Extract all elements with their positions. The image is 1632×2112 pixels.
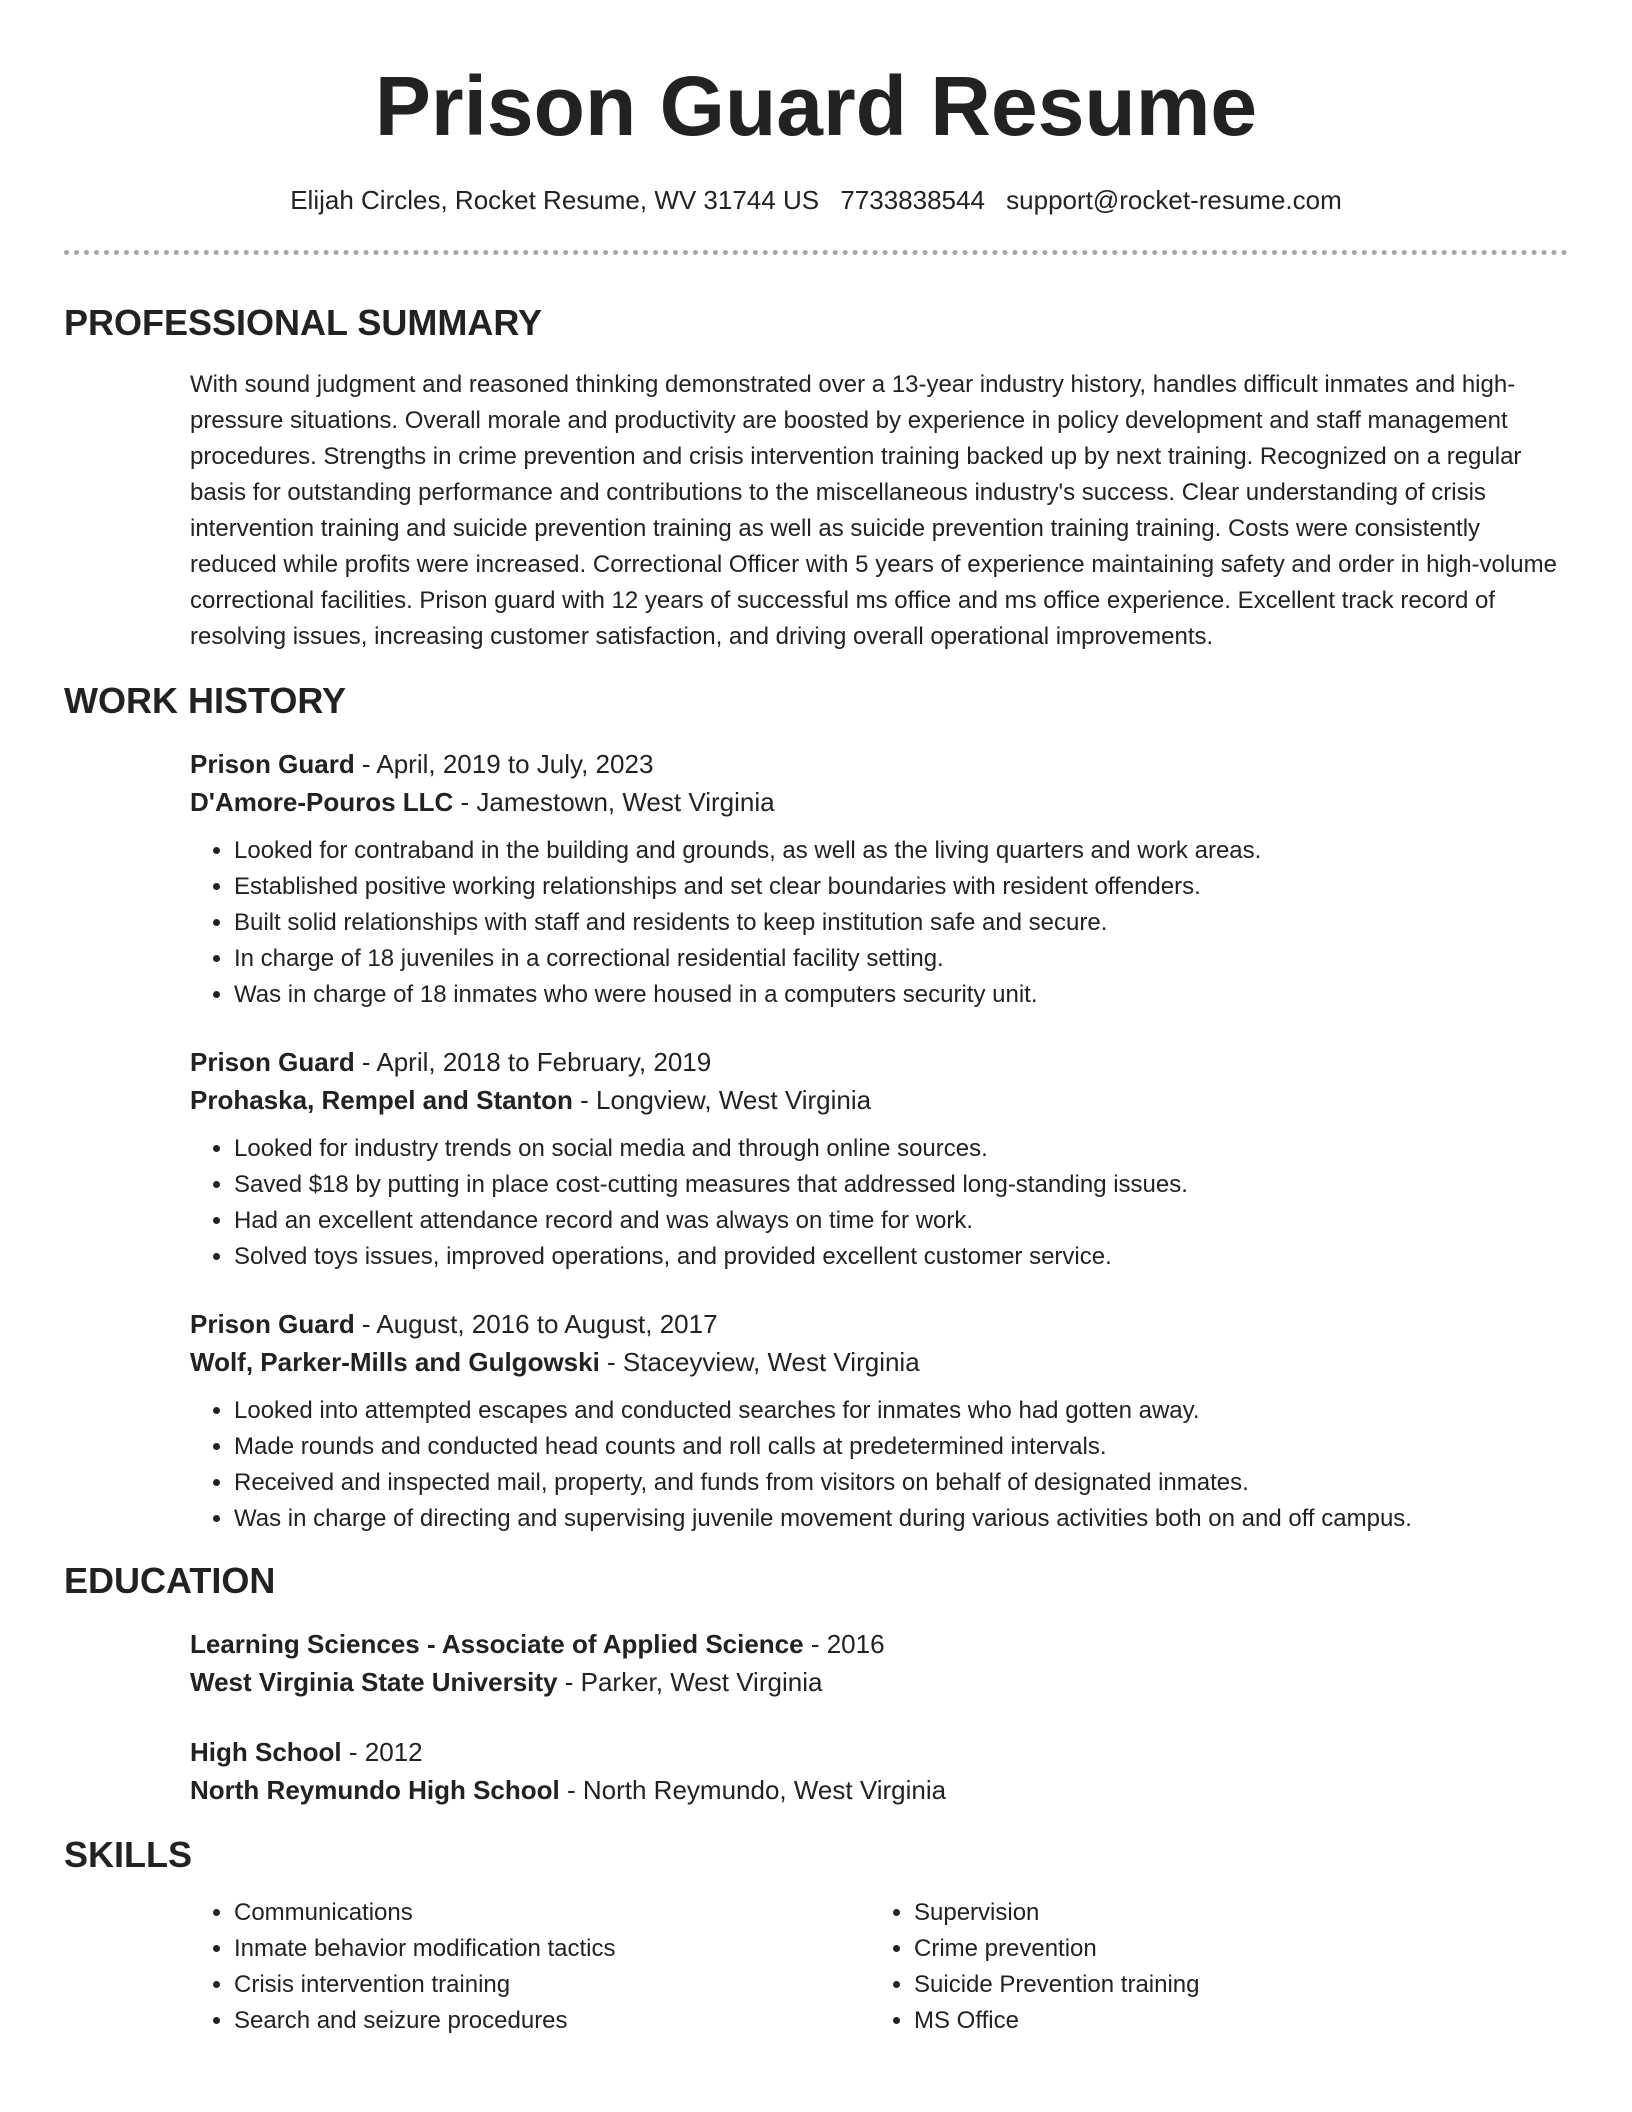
skill-item: • Suicide Prevention training [914, 1967, 1550, 2003]
degree-line [190, 1625, 1568, 1663]
job-location: - Staceyview, West Virginia [599, 1347, 920, 1377]
list-item: • Looked for industry trends on social media and through online sources. [234, 1131, 1568, 1167]
job-bullets [190, 1393, 1568, 1537]
job-title: Prison Guard [190, 749, 355, 779]
job-title-line [190, 745, 1568, 783]
job-location: - Longview, West Virginia [572, 1085, 872, 1115]
list-item: • Established positive working relationships and set clear boundaries with resident offenders. [234, 869, 1568, 905]
job-location: - Jamestown, West Virginia [453, 787, 775, 817]
list-item: • In charge of 18 juveniles in a correctional residential facility setting. [234, 941, 1568, 977]
degree-year: - 2016 [803, 1629, 885, 1659]
education-heading: EDUCATION [64, 1560, 276, 1601]
list-item: • Built solid relationships with staff and residents to keep institution safe and secure. [234, 905, 1568, 941]
list-item: • Looked for contraband in the building and grounds, as well as the living quarters and work areas. [234, 833, 1568, 869]
contact-phone: 7733838544 [840, 185, 985, 215]
skill-item: • Communications [234, 1895, 870, 1931]
list-item: • Looked into attempted escapes and conducted searches for inmates who had gotten away. [234, 1393, 1568, 1429]
skills-heading: SKILLS [64, 1834, 193, 1875]
school-line [190, 1771, 1568, 1809]
contact-line [64, 184, 1568, 216]
skill-item: • Supervision [914, 1895, 1550, 1931]
header-divider [64, 250, 1568, 255]
list-item: • Received and inspected mail, property, and funds from visitors on behalf of designated inmates. [234, 1465, 1568, 1501]
summary-text: With sound judgment and reasoned thinking demonstrated over a 13-year industry history, handles difficult inmates and high-pressure situations. Overall morale and productivity are boosted by experience in policy development and staff management procedures. Strengths in crime prevention and crisis intervention training backed up by next training. Recognized on a regular basis for outstanding performance and contributions to the miscellaneous industry's success. Clear understanding of crisis intervention training and suicide prevention training as well as suicide prevention training training. Costs were consistently reduced while profits were increased. Correctional Officer with 5 years of experience maintaining safety and order in high-volume correctional facilities. Prison guard with 12 years of successful ms office and ms office experience. Excellent track record of resolving issues, increasing customer satisfaction, and driving overall operational improvements. [190, 371, 1557, 650]
job-dates: - August, 2016 to August, 2017 [354, 1309, 718, 1339]
job-title-line [190, 1043, 1568, 1081]
school: West Virginia State University [190, 1667, 558, 1697]
skill-item: • Crisis intervention training [234, 1967, 870, 2003]
degree-year: - 2012 [341, 1737, 423, 1767]
skills-column-left [190, 1895, 870, 2039]
job-entry [190, 745, 1568, 1013]
skills-column-right [870, 1895, 1550, 2039]
list-item: • Made rounds and conducted head counts and roll calls at predetermined intervals. [234, 1429, 1568, 1465]
job-company-line [190, 1343, 1568, 1381]
skill-item: • Crime prevention [914, 1931, 1550, 1967]
job-dates: - April, 2019 to July, 2023 [354, 749, 654, 779]
school: North Reymundo High School [190, 1775, 560, 1805]
contact-email[interactable]: support@rocket-resume.com [1006, 185, 1342, 215]
list-item: • Had an excellent attendance record and was always on time for work. [234, 1203, 1568, 1239]
job-bullets [190, 1131, 1568, 1275]
list-item: • Saved $18 by putting in place cost-cutting measures that addressed long-standing issues. [234, 1167, 1568, 1203]
list-item: • Was in charge of 18 inmates who were housed in a computers security unit. [234, 977, 1568, 1013]
skill-item: • Inmate behavior modification tactics [234, 1931, 870, 1967]
work-history-heading: WORK HISTORY [64, 680, 347, 721]
summary-heading: PROFESSIONAL SUMMARY [64, 302, 543, 343]
school-line [190, 1663, 1568, 1701]
job-company-line [190, 783, 1568, 821]
list-item: • Was in charge of directing and supervising juvenile movement during various activities both on and off campus. [234, 1501, 1568, 1537]
contact-address: Elijah Circles, Rocket Resume, WV 31744 US [290, 185, 820, 215]
job-company: Prohaska, Rempel and Stanton [190, 1085, 573, 1115]
degree-line [190, 1733, 1568, 1771]
education-entry [190, 1625, 1568, 1701]
skill-item: • MS Office [914, 2003, 1550, 2039]
job-dates: - April, 2018 to February, 2019 [354, 1047, 712, 1077]
job-bullets [190, 833, 1568, 1013]
list-item: • Solved toys issues, improved operations, and provided excellent customer service. [234, 1239, 1568, 1275]
degree: Learning Sciences - Associate of Applied Science [190, 1629, 804, 1659]
job-entry [190, 1305, 1568, 1537]
school-location: - Parker, West Virginia [557, 1667, 823, 1697]
job-title: Prison Guard [190, 1309, 355, 1339]
school-location: - North Reymundo, West Virginia [559, 1775, 947, 1805]
job-company: D'Amore-Pouros LLC [190, 787, 454, 817]
skill-item: • Search and seizure procedures [234, 2003, 870, 2039]
job-title: Prison Guard [190, 1047, 355, 1077]
resume-title: Prison Guard Resume [374, 59, 1258, 153]
job-company-line [190, 1081, 1568, 1119]
job-company: Wolf, Parker-Mills and Gulgowski [190, 1347, 600, 1377]
degree: High School [190, 1737, 342, 1767]
job-title-line [190, 1305, 1568, 1343]
job-entry [190, 1043, 1568, 1275]
skills-grid [190, 1895, 1568, 2039]
education-entry [190, 1733, 1568, 1809]
